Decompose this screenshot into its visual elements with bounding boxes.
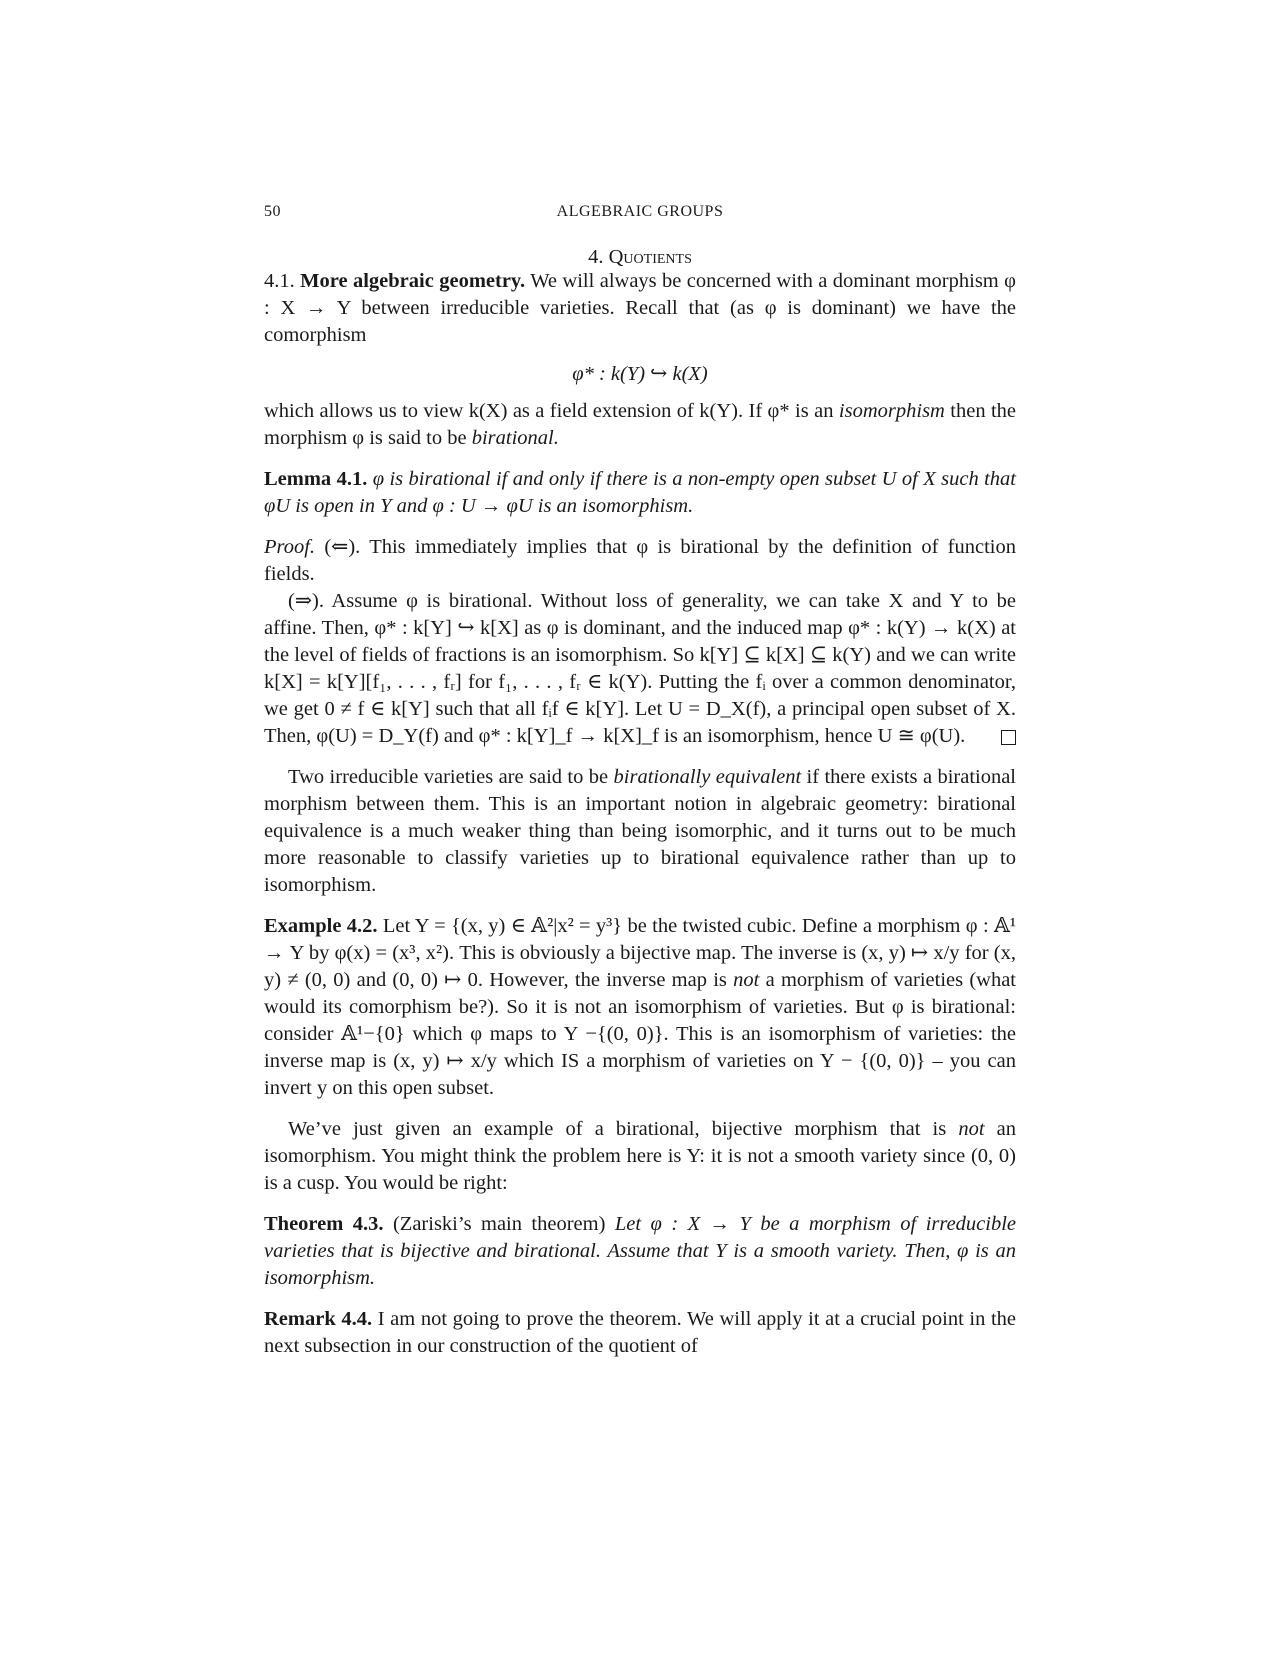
text-run: a morphism of varieties (what would its comorphism be?). So it is not an isomorphism of varieties. But φ is birational: consider 𝔸¹−{0} which φ maps to Y −{(0, 0)}. This is an isomorphism of varieties: the inverse map is (x, y) ↦ x/y which IS a morphism of varieties on Y − {(0, 0)} – you can invert y on this open subset. [264, 969, 1017, 1099]
body-text [264, 268, 1016, 1360]
section-heading [264, 244, 1016, 271]
proof-label: Proof. [264, 536, 316, 558]
page-number: 50 [264, 203, 281, 220]
example-label: Example 4.2. [264, 915, 378, 937]
field-extension-paragraph [264, 398, 1016, 452]
theorem-attribution: (Zariski’s main theorem) [392, 1213, 606, 1235]
proof-forward-direction: (⇒). Assume φ is birational. Without loss of generality, we can take X and Y to be affine. Then, φ* : k[Y] ↪ k[X] as φ is dominant, and the induced map φ* : k(Y) → k(X) at the level of fields of fractions is an isomorphism. So k[Y] ⊆ k[X] ⊆ k(Y) and we can write k[X] = k[Y][f₁, . . . , fᵣ] for f₁, . . . , fᵣ ∈ k(Y). Putting the fᵢ over a common denominator, we get 0 ≠ f ∈ k[Y] such that all fᵢf ∈ k[Y]. Let U = D_X(f), a principal open subset of X. Then, φ(U) = D_Y(f) and φ* : k[Y]_f → k[X]_f is an isomorphism, hence U ≅ φ(U). [264, 590, 1016, 747]
running-title: ALGEBRAIC GROUPS [556, 203, 724, 220]
remark-text: I am not going to prove the theorem. We will apply it at a crucial point in the next subsection in our construction of the quotient of [264, 1308, 1017, 1357]
proof-part-2 [264, 588, 1016, 750]
proof-reverse-direction: (⇐). This immediately implies that φ is birational by the definition of function fields. [264, 536, 1016, 585]
birational-equivalence-paragraph [264, 764, 1016, 899]
text-run: an isomorphism. You might think the problem here is Y: it is not a smooth variety since (0, 0) is a cusp. You would be right: [264, 1118, 1017, 1194]
proof-part-1 [264, 534, 1016, 588]
emphasis-birational: birational. [471, 427, 559, 449]
theorem-label: Theorem 4.3. [264, 1213, 384, 1235]
text-run: Two irreducible varieties are said to be [288, 766, 609, 788]
cusp-paragraph [264, 1116, 1016, 1197]
subsection-number: 4.1. [264, 270, 295, 292]
section-number: 4. [588, 246, 604, 268]
subsection-title: More algebraic geometry. [300, 270, 526, 292]
theorem [264, 1211, 1016, 1292]
text-run: Let Y = {(x, y) ∈ 𝔸²|x² = y³} be the twisted cubic. Define a morphism φ : 𝔸¹ → Y by φ(x) = (x³, x²). This is obviously a bijective map. The inverse is (x, y) ↦ x/y for (x, y) ≠ (0, 0) and (0, 0) ↦ 0. However, the inverse map is [264, 915, 1017, 991]
example [264, 913, 1016, 1102]
lemma-statement: φ is birational if and only if there is a non-empty open subset U of X such that φU is open in Y and φ : U → φU is an isomorphism. [264, 468, 1016, 517]
remark [264, 1306, 1016, 1360]
emphasis-birationally-equivalent: birationally equivalent [613, 766, 802, 788]
lemma [264, 466, 1016, 520]
text-run: which allows us to view k(X) as a field extension of k(Y). If φ* is an [264, 400, 834, 422]
subsection-paragraph [264, 268, 1016, 349]
subsection-intro: We will always be concerned with a dominant morphism φ : X → Y between irreducible varieties. Recall that (as φ is dominant) we have the comorphism [264, 270, 1016, 346]
lemma-label: Lemma 4.1. [264, 468, 368, 490]
text-run: then the morphism φ is said to be [264, 400, 1017, 449]
display-formula: φ* : k(Y) ↪ k(X) [572, 363, 708, 385]
qed-symbol [1001, 730, 1016, 745]
emphasis-not: not [958, 1118, 985, 1140]
text-run: if there exists a birational morphism between them. This is an important notion in algebraic geometry: birational equivalence is a much weaker thing than being isomorphic, and it turns out to be much more reasonable to classify varieties up to birational equivalence rather than up to isomorphism. [264, 766, 1017, 896]
emphasis-not: not [733, 969, 760, 991]
section-title: Quotients [608, 246, 692, 268]
emphasis-isomorphism: isomorphism [838, 400, 945, 422]
theorem-statement: Let φ : X → Y be a morphism of irreducible varieties that is bijective and birational. Assume that Y is a smooth variety. Then, φ is an isomorphism. [264, 1213, 1017, 1289]
text-run: We’ve just given an example of a birational, bijective morphism that is [288, 1118, 947, 1140]
running-header [264, 198, 1016, 222]
remark-label: Remark 4.4. [264, 1308, 373, 1330]
